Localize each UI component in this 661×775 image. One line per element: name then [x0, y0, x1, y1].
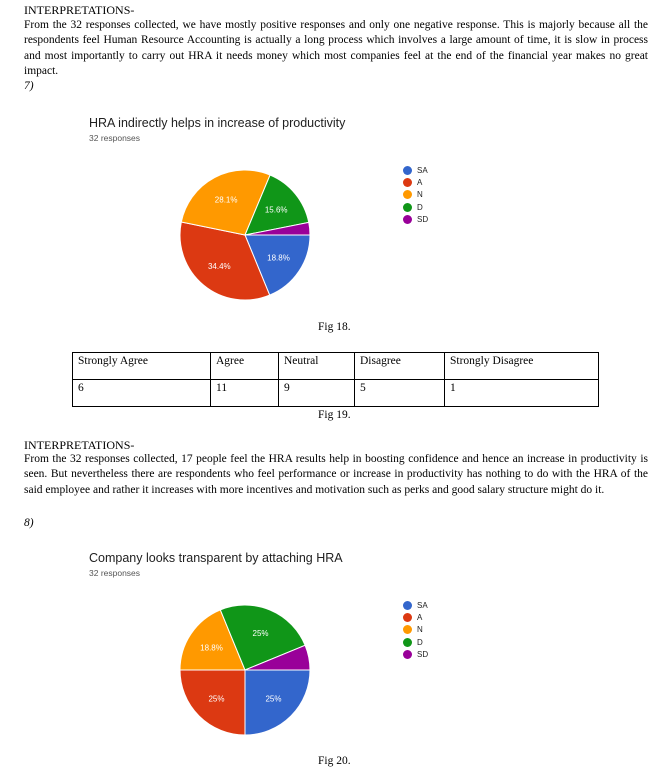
pie-label-sa: 25%: [265, 694, 282, 704]
legend-dot-icon: [403, 203, 412, 212]
legend-label: D: [417, 637, 423, 647]
value-neutral: 9: [279, 380, 355, 407]
legend-dot-icon: [403, 625, 412, 634]
chart2-title: Company looks transparent by attaching HRA: [89, 551, 343, 565]
fig19-caption: Fig 19.: [318, 409, 351, 421]
pie-label-n: 28.1%: [214, 195, 238, 205]
legend-item-a: [403, 611, 428, 623]
header-agree: Agree: [211, 353, 279, 380]
legend-label: SD: [417, 214, 429, 224]
pie-label-d: 25%: [252, 628, 269, 638]
legend-dot-icon: [403, 650, 412, 659]
legend-item-sd: [403, 213, 428, 225]
value-agree: 11: [211, 380, 279, 407]
section1-heading: INTERPRETATIONS-: [24, 3, 135, 17]
pie-label-a: 34.4%: [207, 262, 231, 272]
chart1-subtitle: 32 responses: [89, 133, 141, 143]
header-strongly-disagree: Strongly Disagree: [445, 353, 599, 380]
section2-heading: INTERPRETATIONS-: [24, 438, 135, 452]
legend-label: SA: [417, 165, 428, 175]
legend-label: N: [417, 190, 423, 200]
legend-dot-icon: [403, 601, 412, 610]
fig20-caption: Fig 20.: [318, 755, 351, 767]
pie-label-a: 25%: [208, 694, 225, 704]
legend-item-sd: [403, 648, 428, 660]
value-disagree: 5: [355, 380, 445, 407]
chart2-pie: [160, 585, 330, 755]
pie-label-d: 15.6%: [264, 205, 288, 215]
legend-item-sa: [403, 599, 428, 611]
section1-paragraph: From the 32 responses collected, we have mostly positive responses and only one negative response. This is majorly because all the respondents feel Human Resource Accounting is actually a long process which involves a large amount of time, it is slow in process and most importantly to carry out HRA it needs money which most companies feel at the end of the financial year makes no great impact.: [24, 19, 648, 78]
legend-item-d: [403, 636, 428, 648]
legend-dot-icon: [403, 613, 412, 622]
chart1-legend: [403, 164, 428, 225]
legend-label: SA: [417, 600, 428, 610]
chart2-legend: [403, 599, 428, 660]
legend-label: N: [417, 625, 423, 635]
legend-dot-icon: [403, 638, 412, 647]
legend-label: SD: [417, 649, 429, 659]
responses-table: [72, 352, 599, 407]
header-disagree: Disagree: [355, 353, 445, 380]
pie-label-n: 18.8%: [200, 643, 223, 653]
legend-label: D: [417, 202, 423, 212]
chart1-title: HRA indirectly helps in increase of productivity: [89, 116, 346, 130]
legend-dot-icon: [403, 178, 412, 187]
chart2-subtitle: 32 responses: [89, 568, 141, 578]
chart1-pie: [160, 150, 330, 320]
legend-item-a: [403, 176, 428, 188]
legend-dot-icon: [403, 215, 412, 224]
legend-label: A: [417, 177, 423, 187]
question-number-8: 8): [24, 517, 34, 529]
pie-label-sa: 18.8%: [267, 253, 290, 263]
header-neutral: Neutral: [279, 353, 355, 380]
value-strongly-disagree: 1: [445, 380, 599, 407]
question-number-7: 7): [24, 80, 34, 92]
legend-label: A: [417, 612, 423, 622]
fig18-caption: Fig 18.: [318, 321, 351, 333]
legend-dot-icon: [403, 190, 412, 199]
legend-item-n: [403, 624, 428, 636]
header-strongly-agree: Strongly Agree: [73, 353, 211, 380]
table-value-row: [73, 380, 599, 407]
section2-paragraph: From the 32 responses collected, 17 people feel the HRA results help in boosting confidence and hence an increase in productivity is seen. But nevertheless there are respondents who feel performance or increase in productivity has nothing to do with the HRA of the said employee and rather it increases with more incentives and motivation such as perks and good salary structure might do it.: [24, 453, 648, 496]
legend-item-d: [403, 201, 428, 213]
legend-dot-icon: [403, 166, 412, 175]
legend-item-n: [403, 189, 428, 201]
table-header-row: [73, 353, 599, 380]
value-strongly-agree: 6: [73, 380, 211, 407]
legend-item-sa: [403, 164, 428, 176]
